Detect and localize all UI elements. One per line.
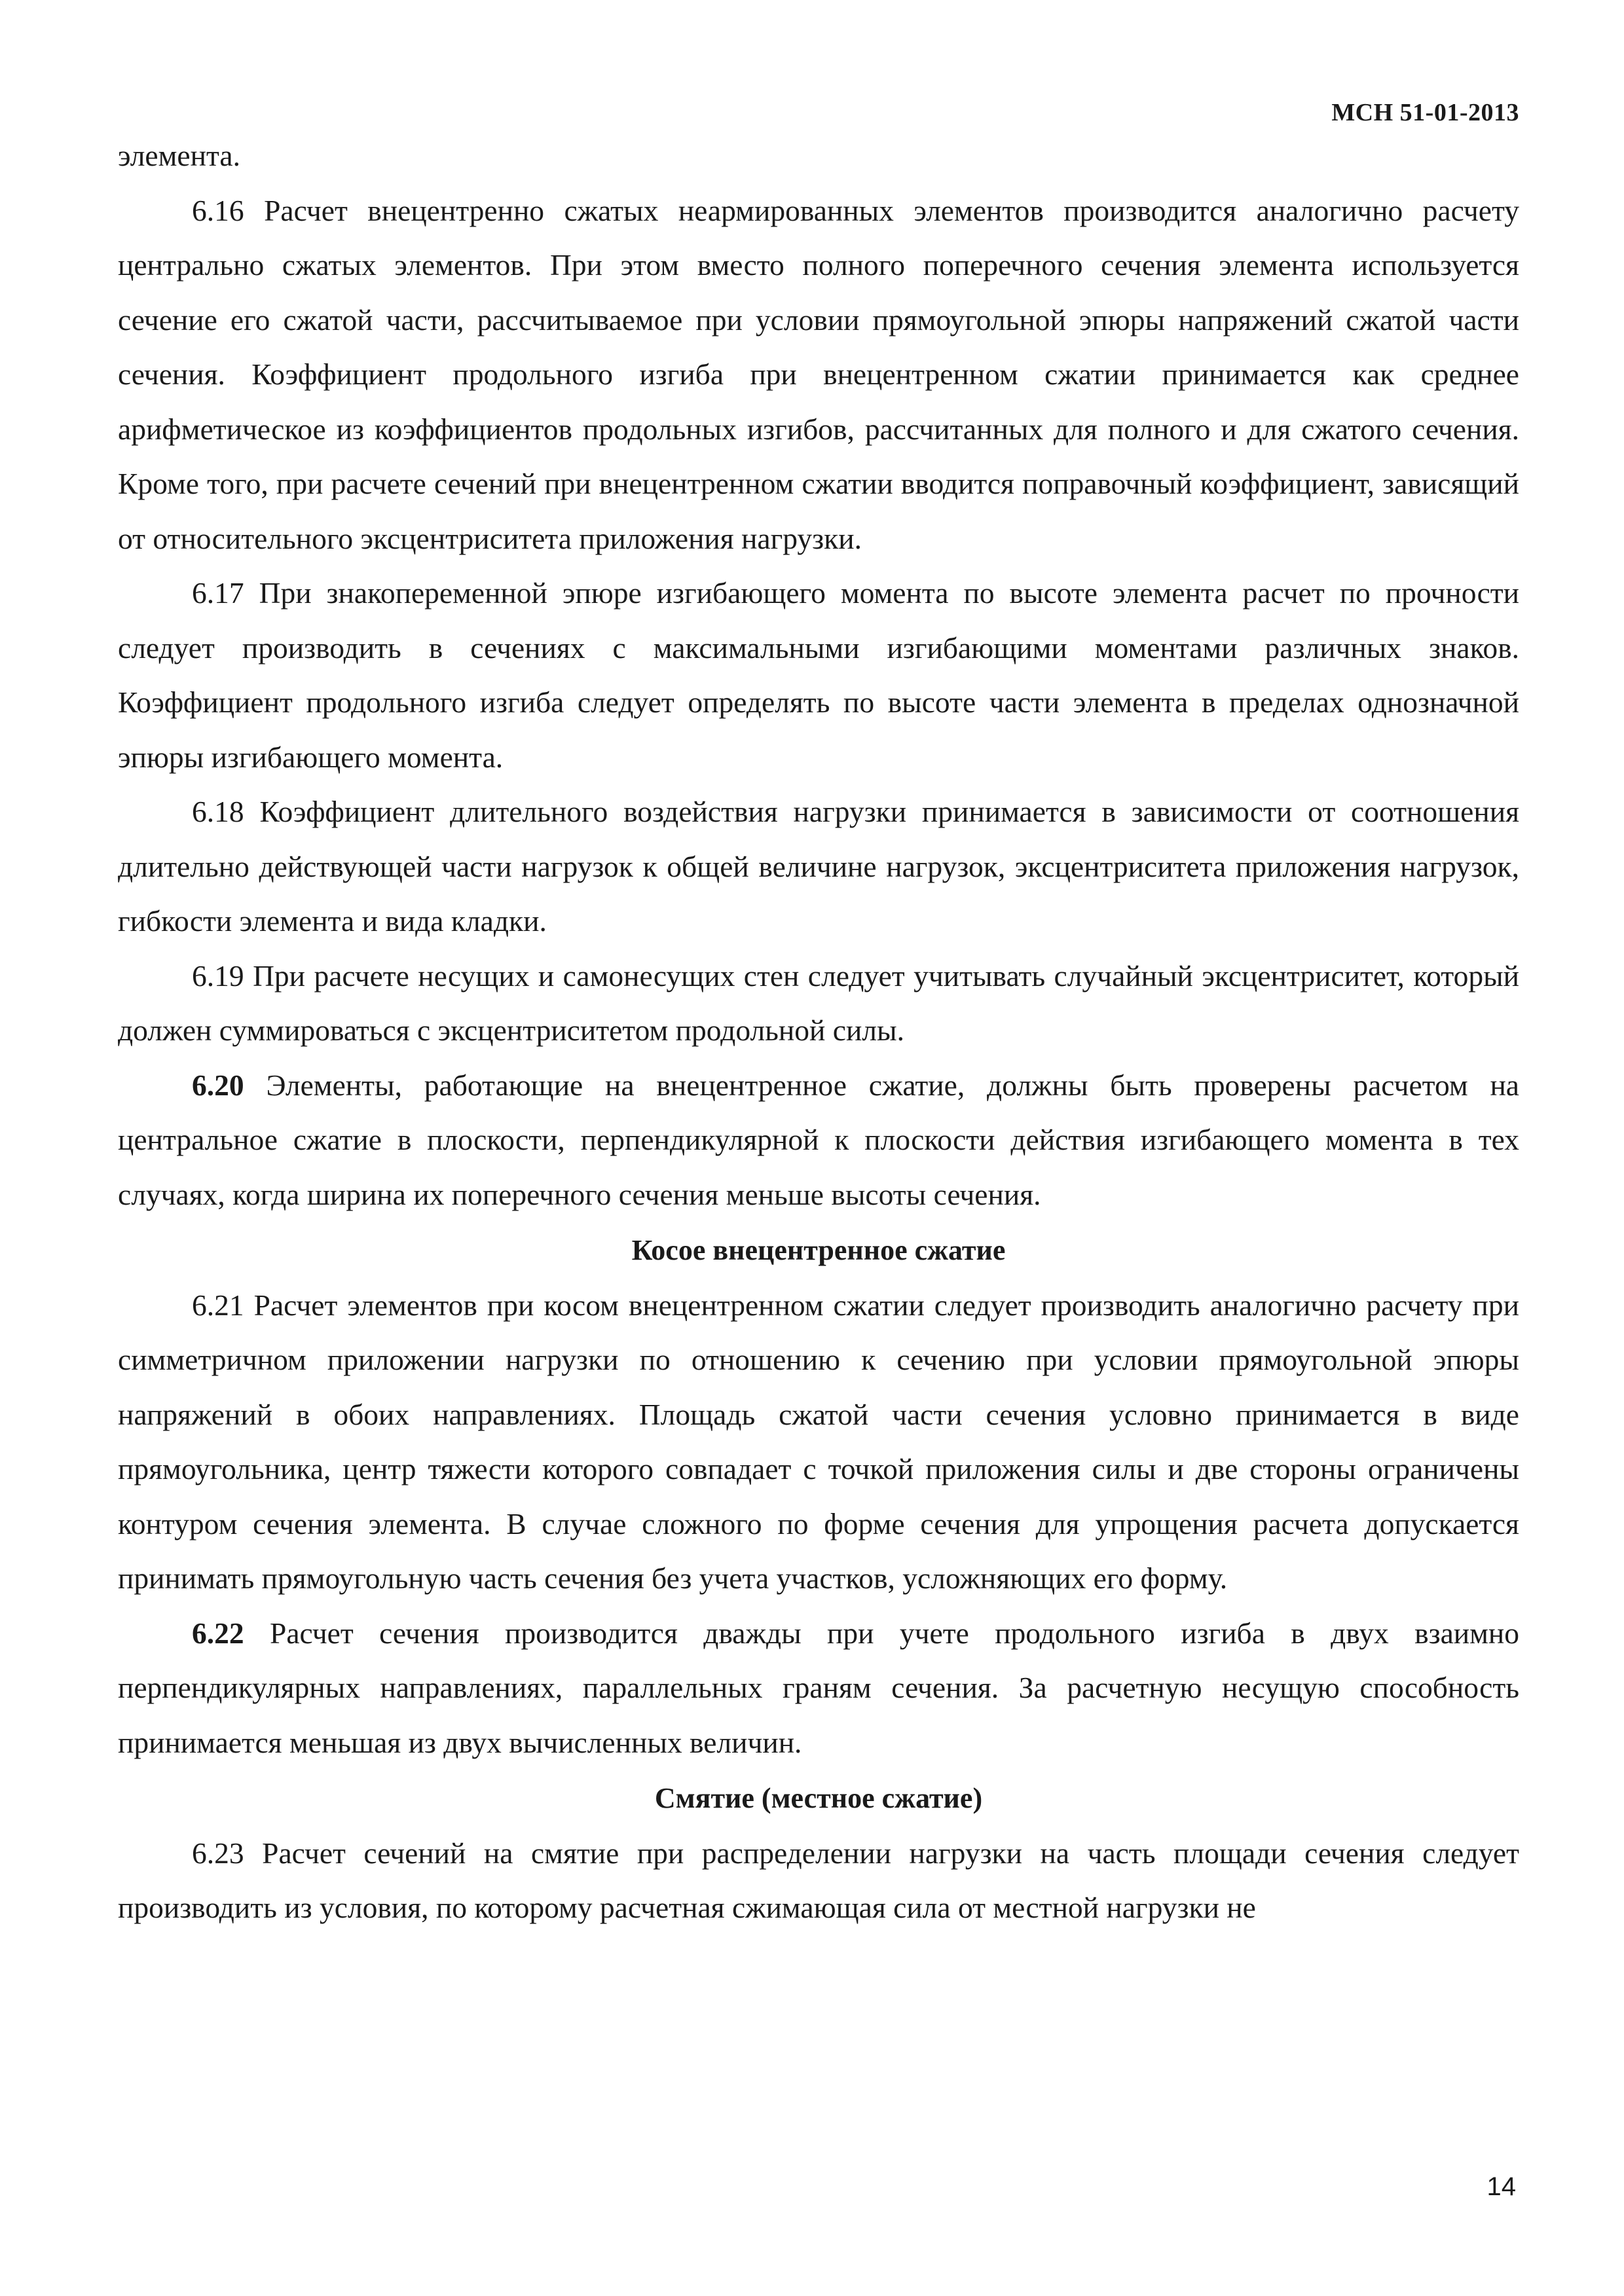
clause-text: Расчет сечения производится дважды при учете продольного изгиба в двух взаимно перпендикулярных направлениях, параллельных граням сечения. За расчетную несущую способность принимается меньшая из двух вычисленных величин. <box>118 1616 1520 1759</box>
clause-number: 6.22 <box>192 1616 244 1650</box>
paragraph-6-22 <box>118 1606 1519 1770</box>
continuation-text: элемента. <box>118 139 240 172</box>
clause-number: 6.21 <box>192 1288 244 1322</box>
clause-text: Расчет элементов при косом внецентренном сжатии следует производить аналогично расчету при симметричном приложении нагрузки по отношению к сечению при условии прямоугольной эпюры напряжений в обоих направлениях. Площадь сжатой части сечения условно принимается в виде прямоугольника, центр тяжести которого совпадает с точкой приложения силы и две стороны ограничены контуром сечения элемента. В случае сложного по форме сечения для упрощения расчета допускается принимать прямоугольную часть сечения без учета участков, усложняющих его форму. <box>118 1288 1519 1595</box>
page-number: 14 <box>1486 2172 1516 2201</box>
paragraph-6-16 <box>118 183 1519 566</box>
clause-text: При знакопеременной эпюре изгибающего момента по высоте элемента расчет по прочности следует производить в сечениях с максимальными изгибающими моментами различных знаков. Коэффициент продольного изгиба следует определять по высоте части элемента в пределах однозначной эпюры изгибающего момента. <box>118 576 1520 774</box>
document-code: МСН 51-01-2013 <box>1331 99 1519 126</box>
clause-number: 6.23 <box>192 1836 244 1870</box>
paragraph-6-18 <box>118 784 1519 949</box>
section-heading-oblique-compression: Косое внецентренное сжатие <box>631 1234 1006 1266</box>
paragraph-6-20 <box>118 1058 1519 1222</box>
clause-text: Расчет сечений на смятие при распределении нагрузки на часть площади сечения следует производить из условия, по которому расчетная сжимающая сила от местной нагрузки не <box>118 1836 1520 1924</box>
clause-text: Коэффициент длительного воздействия нагрузки принимается в зависимости от соотношения длительно действующей части нагрузок к общей величине нагрузок, эксцентриситета приложения нагрузок, гибкости элемента и вида кладки. <box>118 795 1519 938</box>
clause-text: Элементы, работающие на внецентренное сжатие, должны быть проверены расчетом на центральное сжатие в плоскости, перпендикулярной к плоскости действия изгибающего момента в тех случаях, когда ширина их поперечного сечения меньше высоты сечения. <box>118 1068 1519 1211</box>
paragraph-6-17 <box>118 566 1519 784</box>
clause-number: 6.16 <box>192 193 244 227</box>
clause-text: При расчете несущих и самонесущих стен следует учитывать случайный эксцентриситет, который должен суммироваться с эксцентриситетом продольной силы. <box>118 958 1519 1047</box>
page-content <box>118 128 1519 1935</box>
paragraph-6-23 <box>118 1826 1519 1935</box>
clause-text: Расчет внецентренно сжатых неармированных элементов производится аналогично расчету центрально сжатых элементов. При этом вместо полного поперечного сечения элемента используется сечение его сжатой части, рассчитываемое при условии прямоугольной эпюры напряжений сжатой части сечения. Коэффициент продольного изгиба при внецентренном сжатии принимается как среднее арифметическое из коэффициентов продольных изгибов, рассчитанных для полного и для сжатого сечения. Кроме того, при расчете сечений при внецентренном сжатии вводится поправочный коэффициент, зависящий от относительного эксцентриситета приложения нагрузки. <box>118 193 1520 555</box>
paragraph-6-19 <box>118 949 1519 1058</box>
section-heading-bearing: Смятие (местное сжатие) <box>654 1782 983 1814</box>
clause-number: 6.18 <box>192 795 244 828</box>
paragraph-6-21 <box>118 1278 1519 1606</box>
clause-number: 6.19 <box>192 958 244 993</box>
clause-number: 6.20 <box>192 1068 244 1102</box>
clause-number: 6.17 <box>192 576 244 610</box>
